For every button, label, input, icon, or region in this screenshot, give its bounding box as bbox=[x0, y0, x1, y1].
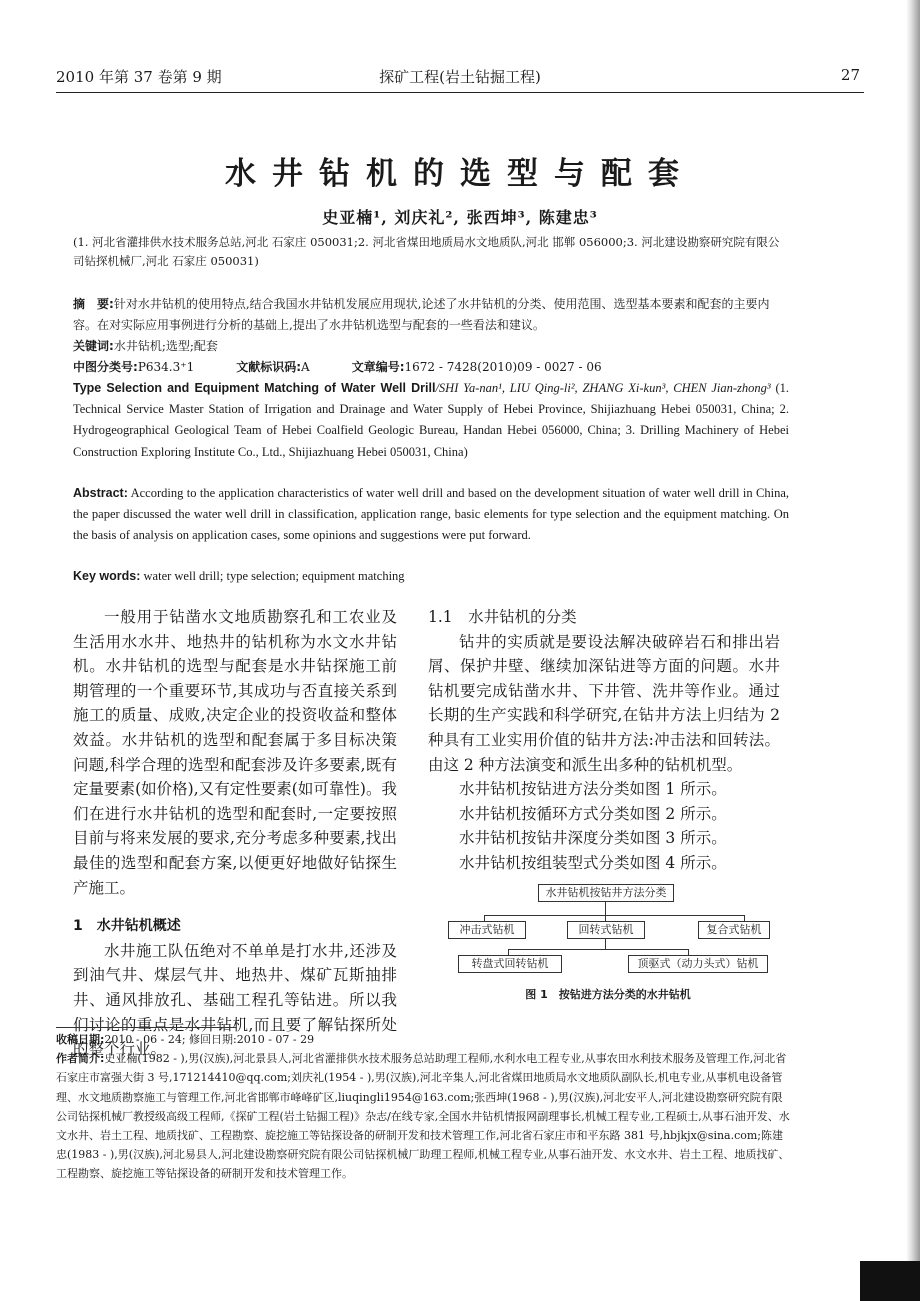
impact-drill-node: 冲击式钻机 bbox=[448, 921, 526, 939]
keywords-label: 关键词: bbox=[73, 339, 114, 353]
bio-label: 作者简介: bbox=[56, 1052, 105, 1066]
intro-paragraph: 一般用于钻凿水文地质勘察孔和工农业及生活用水水井、地热井的钻机称为水文水井钻机。水井钻机的选型与配套是水井钻探施工前期管理的一个重要环节,其成功与否直接关系到施工的质量、成败,决定企业的投资收益和整体效益。水井钻机的选型和配套属于多目标决策问题,科学合理的选型和配套涉及许多要素,既有定量要素(如价格),又有定性要素(如可靠性)。我们在进行水井钻机的选型和配套时,一定要按照目前与将来发展的要求,充分考虑多种要素,找出最佳的选型和配套方案,以便更好地做好钻探生产施工。 bbox=[73, 608, 397, 897]
author-bio bbox=[56, 1049, 792, 1183]
keywords-text: 水井钻机;选型;配套 bbox=[113, 339, 218, 353]
connector bbox=[508, 949, 688, 950]
scan-corner bbox=[860, 1261, 920, 1301]
dates-value: 2010 - 06 - 24; 修回日期:2010 - 07 - 29 bbox=[104, 1033, 315, 1046]
doc-label: 文献标识码: bbox=[236, 360, 302, 374]
top-drive-node: 顶驱式（动力头式）钻机 bbox=[628, 955, 768, 973]
classification-line bbox=[73, 357, 789, 378]
english-abstract-label: Abstract: bbox=[73, 486, 128, 500]
bio-text: 史亚楠(1982 - ),男(汉族),河北景县人,河北省灌排供水技术服务总站助理工程师,水利水电工程专业,从事农田水利技术服务及管理工作,河北省石家庄市富强大街 3 号,171214410@qq.com;刘庆礼(1954 - ),男(汉族),河北辛集人,河北省煤田地质局水文地质队副队长,机电专业,从事机电设备管理、水文地质勘察施工与管理工作,河北省邯郸市峰峰矿区,liuqingli1954@163.com;张西坤(1968 - ),男(汉族),河北安平人,河北建设勘察研究院有限公司钻探机械厂教授级高级工程师,《探矿工程(岩土钻掘工程)》杂志/在线专家,全国水井钻机情报网副理事长,机械工程专业,工程硕士,从事石油开发、水文水井、岩土工程、地质找矿、工程勘察、旋挖施工等钻探设备的研制开发和技术管理工作,河北省石家庄市和平东路 381 号,hbjkjx@sina.com;陈建忠(1983 - ),男(汉族),河北易县人,河北建设勘察研究院有限公司钻探机械厂助理工程师,机械工程专业,从事石油开发、水文水井、岩土工程、地质找矿、工程勘察、旋挖施工等钻探设备的研制开发和技术管理工作。 bbox=[56, 1052, 790, 1181]
classification-paragraph: 钻井的实质就是要设法解决破碎岩石和排出岩屑、保护井壁、继续加深钻进等方面的问题。水井钻机要完成钻凿水井、下井管、洗井等作业。通过长期的生产实践和科学研究,在钻井方法上归结为 2 种具有工业实用价值的钻井方法:冲击法和回转法。由这 2 种方法演变和派生出多种的钻机机型。 bbox=[428, 632, 780, 774]
subsection-1-1-heading: 1.1 水井钻机的分类 bbox=[428, 608, 577, 626]
paper-title: 水井钻机的选型与配套 bbox=[225, 156, 695, 192]
scan-edge bbox=[906, 0, 920, 1301]
art-value: 1672 - 7428(2010)09 - 0027 - 06 bbox=[404, 360, 602, 374]
clc-value: P634.3⁺1 bbox=[137, 360, 195, 374]
section-1-text: 水井施工队伍绝对不单单是打水井,还涉及到油气井、煤层气井、地热井、煤矿瓦斯抽排井、通风排放孔、基础工程孔等钻进。所以我们讨论的重点是水井钻机,而且要了解钻探所处的整个行业。 bbox=[73, 941, 397, 1059]
figure-1-caption: 图 1 按钻进方法分类的水井钻机 bbox=[525, 988, 691, 1001]
doc-value: A bbox=[301, 360, 310, 374]
figure-ref-1: 水井钻机按钻进方法分类如图 1 所示。 bbox=[459, 780, 727, 799]
abstract-text: 针对水井钻机的使用特点,结合我国水井钻机发展应用现状,论述了水井钻机的分类、使用范围、选型基本要素和配套的主要内容。在对实际应用事例进行分析的基础上,提出了水井钻机选型与配套的一些看法和建议。 bbox=[73, 297, 770, 332]
art-label: 文章编号: bbox=[351, 360, 405, 374]
authors: 史亚楠¹, 刘庆礼², 张西坤³, 陈建忠³ bbox=[322, 208, 598, 227]
running-header bbox=[56, 66, 864, 88]
affiliations: (1. 河北省灌排供水技术服务总站,河北 石家庄 050031;2. 河北省煤田地质局水文地质队,河北 邯郸 056000;3. 河北建设勘察研究院有限公司钻探机械厂,河北 石家庄 050031) bbox=[73, 235, 780, 268]
abstract-cn bbox=[73, 294, 789, 336]
english-keywords-text: water well drill; type selection; equipment matching bbox=[143, 569, 405, 583]
left-column bbox=[73, 605, 397, 1062]
figure-1-diagram bbox=[448, 884, 768, 984]
received-dates bbox=[56, 1030, 792, 1049]
journal-name: 探矿工程(岩土钻掘工程) bbox=[379, 68, 541, 86]
keywords-cn bbox=[73, 336, 789, 357]
rotary-table-node: 转盘式回转钻机 bbox=[458, 955, 562, 973]
clc-label: 中图分类号: bbox=[73, 360, 138, 374]
english-keywords-label: Key words: bbox=[73, 569, 141, 583]
english-abstract-text: According to the application characteristics of water well drill and based on the development situation of water well drill in China, the paper discussed the water well drill in classification, application range, basic elements for type selection and the equipment matching. On the basis of analysis on application cases, some opinions and suggestions were put forward. bbox=[73, 486, 789, 543]
english-authors: /SHI Ya-nan¹, LIU Qing-li², ZHANG Xi-kun³, CHEN Jian-zhong³ bbox=[435, 381, 771, 395]
issue-info: 2010 年第 37 卷第 9 期 bbox=[56, 68, 222, 86]
figure-ref-3: 水井钻机按钻井深度分类如图 3 所示。 bbox=[459, 829, 727, 848]
english-keywords bbox=[73, 566, 789, 587]
page-number: 27 bbox=[840, 66, 860, 84]
english-affil: (1. Technical Service Master Station of Irrigation and Drainage and Water Supply of Hebei Province, Shijiazhuang Hebei 050031, China; 2. Hydrogeographical Geological Team of Hebei Coalfield Geologic Bureau, Handan Hebei 056000, China; 3. Drilling Machinery of Hebei Construction Exploring Institute Co., Ltd., Shijiazhuang Hebei 050031, China) bbox=[73, 381, 789, 459]
footnote bbox=[56, 1030, 792, 1184]
english-header bbox=[73, 378, 789, 463]
english-title: Type Selection and Equipment Matching of Water Well Drill bbox=[73, 381, 436, 395]
root-node: 水井钻机按钻井方法分类 bbox=[538, 884, 674, 902]
header-rule bbox=[56, 92, 864, 93]
rotary-drill-node: 回转式钻机 bbox=[567, 921, 645, 939]
connector bbox=[605, 902, 606, 915]
composite-drill-node: 复合式钻机 bbox=[698, 921, 770, 939]
connector bbox=[484, 915, 744, 916]
right-column bbox=[428, 605, 780, 876]
dates-label: 收稿日期: bbox=[56, 1033, 105, 1046]
section-1-heading: 1 水井钻机概述 bbox=[73, 918, 181, 935]
connector bbox=[605, 939, 606, 949]
abstract-label: 摘 要: bbox=[73, 297, 114, 311]
english-abstract bbox=[73, 483, 789, 547]
figure-ref-2: 水井钻机按循环方式分类如图 2 所示。 bbox=[459, 804, 727, 823]
footnote-rule bbox=[56, 1027, 236, 1028]
figure-ref-4: 水井钻机按组装型式分类如图 4 所示。 bbox=[459, 853, 727, 872]
